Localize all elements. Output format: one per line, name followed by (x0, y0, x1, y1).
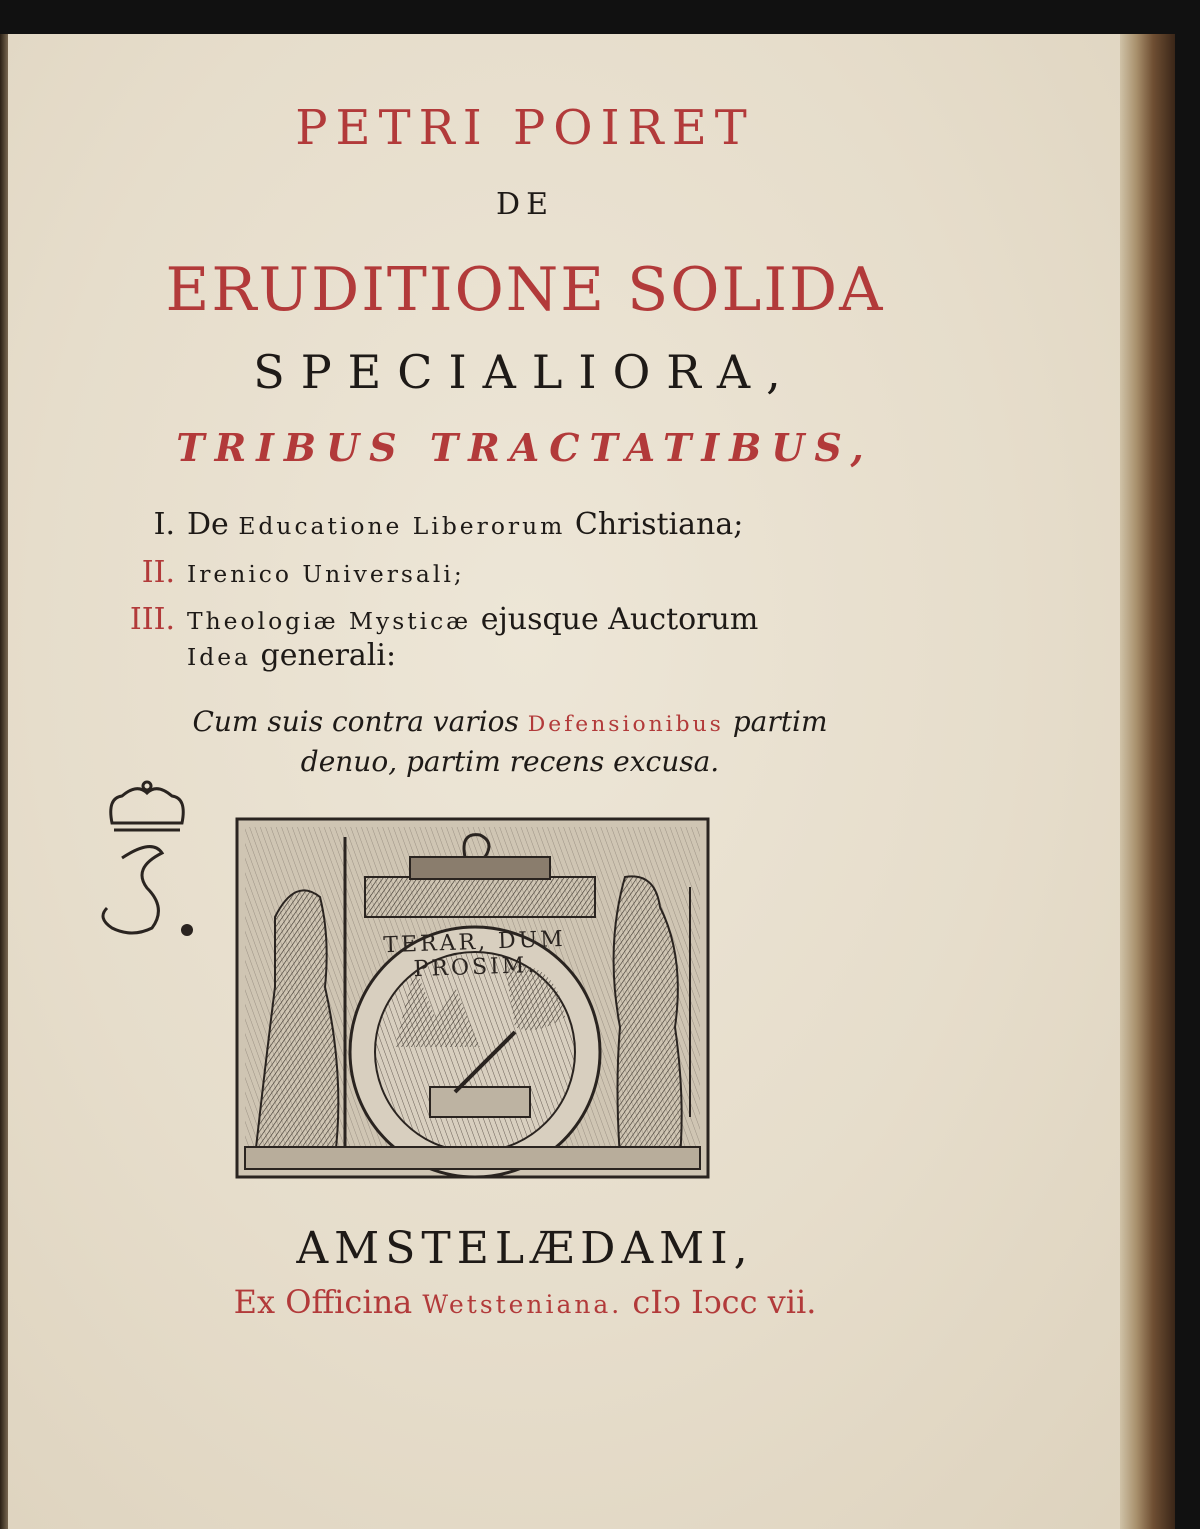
plate-motto: TERAR, DUM PROSIM. (382, 926, 567, 983)
tractatus-text-b: Irenico Universali; (187, 560, 465, 588)
cum-line-1 (90, 705, 930, 738)
tractatus-item-3 (80, 602, 880, 637)
imprint-a: Ex Officina (233, 1283, 423, 1321)
crown-monogram-stamp (92, 778, 202, 948)
imprint-c: cIↄ Iↄcc vii. (622, 1283, 817, 1321)
tractatus-num: II. (141, 555, 175, 590)
cum-line-2: denuo, partim recens excusa. (300, 745, 720, 778)
tractatus-item-1 (80, 507, 880, 542)
cum-line-1-c: partim (723, 705, 828, 738)
tractatus-text-a: De (187, 507, 239, 542)
tractatus-text-b: Theologiæ Mysticæ (187, 607, 472, 635)
tractatus-item-3-continued (187, 638, 396, 673)
tractatus-item-2 (80, 555, 880, 590)
main-title: ERUDITIONE SOLIDA (165, 255, 885, 325)
cum-line-1-b: Defensionibus (527, 712, 724, 737)
book-binding (1120, 34, 1175, 1529)
cum-line-1-a: Cum suis contra varios (192, 705, 528, 738)
subtitle-line: SPECIALIORA, (253, 345, 797, 399)
tractatus-text-c: ejusque Auctorum (471, 602, 759, 637)
tribus-line: TRIBUS TRACTATIBUS, (176, 425, 874, 470)
tractatus-text-c: Christiana; (565, 507, 744, 542)
tract3-cont-b: generali: (251, 638, 397, 673)
engraved-printer-device (235, 817, 710, 1179)
tractatus-num: III. (129, 602, 175, 637)
author-line: PETRI POIRET (295, 100, 755, 156)
imprint-place: AMSTELÆDAMI, (296, 1223, 754, 1274)
tract3-cont-a: Idea (187, 643, 252, 671)
imprint-line (90, 1283, 960, 1321)
tractatus-text-b: Educatione Liberorum (238, 512, 566, 540)
tractatus-num: I. (153, 507, 175, 542)
de-line: DE (496, 187, 554, 222)
imprint-b: Wetsteniana. (422, 1290, 623, 1319)
